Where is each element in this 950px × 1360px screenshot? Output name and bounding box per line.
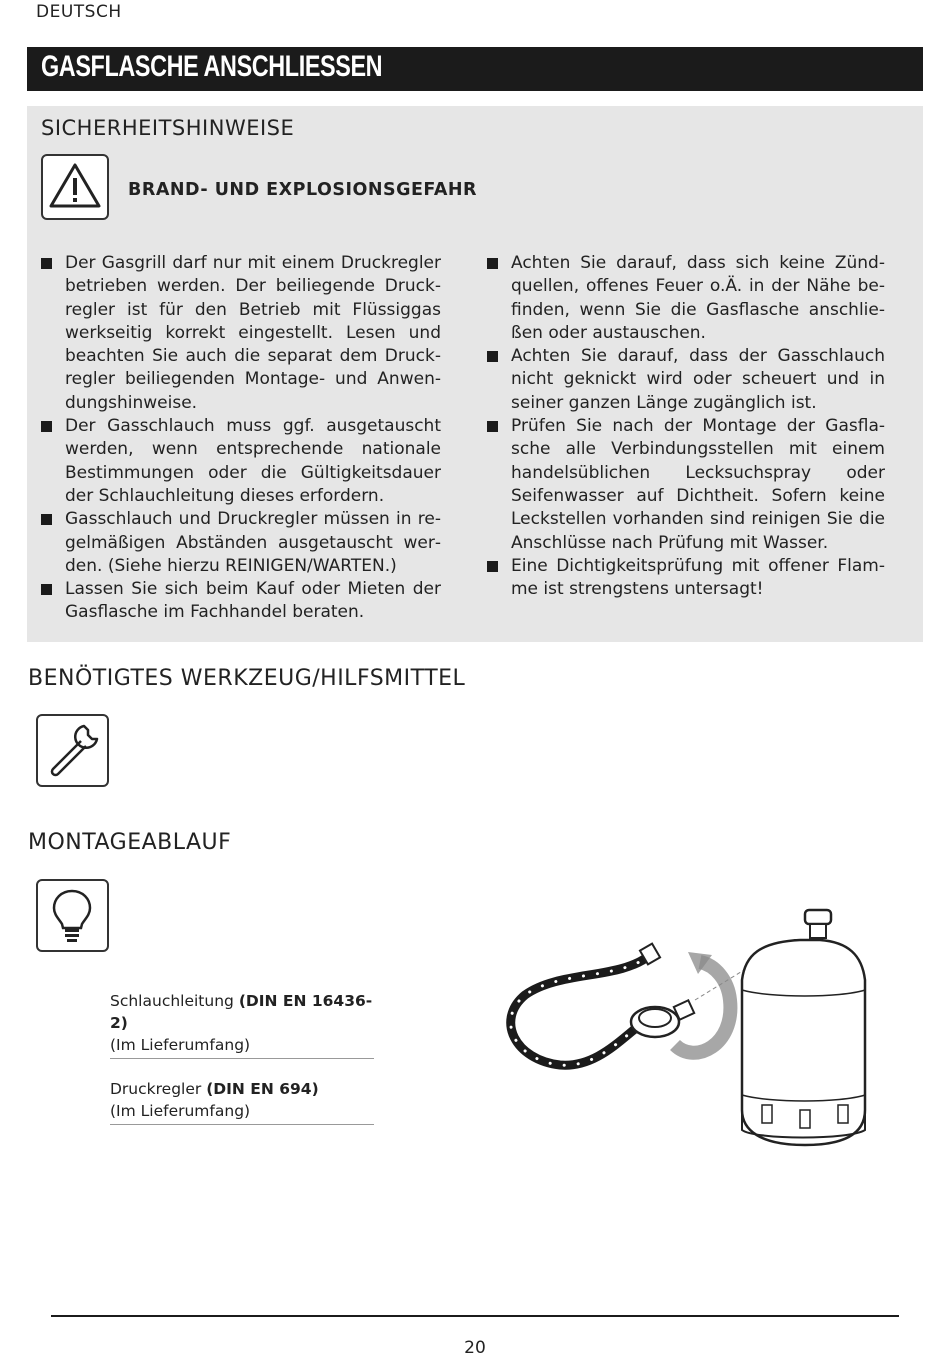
gas-bottle (742, 910, 865, 1145)
pressure-regulator (631, 1000, 694, 1037)
safety-list-left (41, 252, 441, 625)
hose-norm: (DIN EN 16436-2) (110, 992, 373, 1032)
hose-label: Schlauchleitung (110, 992, 239, 1010)
hose-callout (110, 990, 374, 1059)
list-item: Eine Dichtigkeitsprüfung mit offener Flamme ist strengstens untersagt! (487, 555, 885, 602)
regulator-label: Druckregler (110, 1080, 207, 1098)
list-item: Der Gasschlauch muss ggf. ausgetauscht werden, wenn entsprechende nationale Bestimmungen oder die Gültigkeitsdauer der Schlauchleitung dieses erfordern. (41, 415, 441, 508)
warning-triangle-icon (41, 154, 109, 220)
tools-heading: BENÖTIGTES WERKZEUG/HILFSMITTEL (28, 666, 466, 691)
wrench-icon (36, 714, 109, 787)
gas-hose (511, 944, 660, 1066)
list-item: Gasschlauch und Druckregler müssen in regelmäßigen Abständen ausgetauscht werden. (Siehe hierzu REINIGEN/WARTEN.) (41, 508, 441, 578)
regulator-note: (Im Lieferumfang) (110, 1102, 251, 1120)
list-item: Prüfen Sie nach der Montage der Gasflasche alle Verbindungsstellen mit einem handelsüblichen Lecksuchspray oder Seifenwasser auf Dichtheit. Sofern keine Leckstellen vorhanden sind reinigen Sie die Anschlüsse nach Prüfung mit Wasser. (487, 415, 885, 555)
hose-note: (Im Lieferumfang) (110, 1036, 251, 1054)
title-bar (27, 47, 923, 91)
list-item: Achten Sie darauf, dass sich keine Zündquellen, offenes Feuer o.Ä. in der Nähe befinden, wenn Sie die Gasflasche anschließen oder austauschen. (487, 252, 885, 345)
list-item: Der Gasgrill darf nur mit einem Druckregler betrieben werden. Der beiliegende Druckregler ist für den Betrieb mit Flüssiggas werkseitig korrekt eingestellt. Lesen und beachten Sie auch die separat dem Druckregler beiliegenden Montage- und Anwendungshinweise. (41, 252, 441, 415)
language-label: DEUTSCH (36, 2, 122, 22)
lightbulb-icon (36, 879, 109, 952)
footer-divider (51, 1315, 899, 1317)
list-item: Achten Sie darauf, dass der Gasschlauch nicht geknickt wird oder scheuert und in seiner ganzen Länge zugänglich ist. (487, 345, 885, 415)
page-number: 20 (464, 1338, 486, 1358)
safety-notes-box (27, 106, 923, 642)
regulator-norm: (DIN EN 694) (206, 1080, 319, 1098)
gas-bottle-illustration (500, 900, 880, 1160)
regulator-callout (110, 1078, 374, 1125)
assembly-heading: MONTAGEABLAUF (28, 830, 232, 855)
safety-heading: SICHERHEITSHINWEISE (41, 116, 295, 140)
safety-column-right (487, 252, 885, 601)
safety-column-left (41, 252, 441, 625)
warning-label: BRAND- UND EXPLOSIONSGEFAHR (128, 180, 478, 200)
safety-list-right (487, 252, 885, 601)
page-title: GASFLASCHE ANSCHLIESSEN (41, 50, 383, 83)
list-item: Lassen Sie sich beim Kauf oder Mieten der Gasflasche im Fachhandel beraten. (41, 578, 441, 625)
